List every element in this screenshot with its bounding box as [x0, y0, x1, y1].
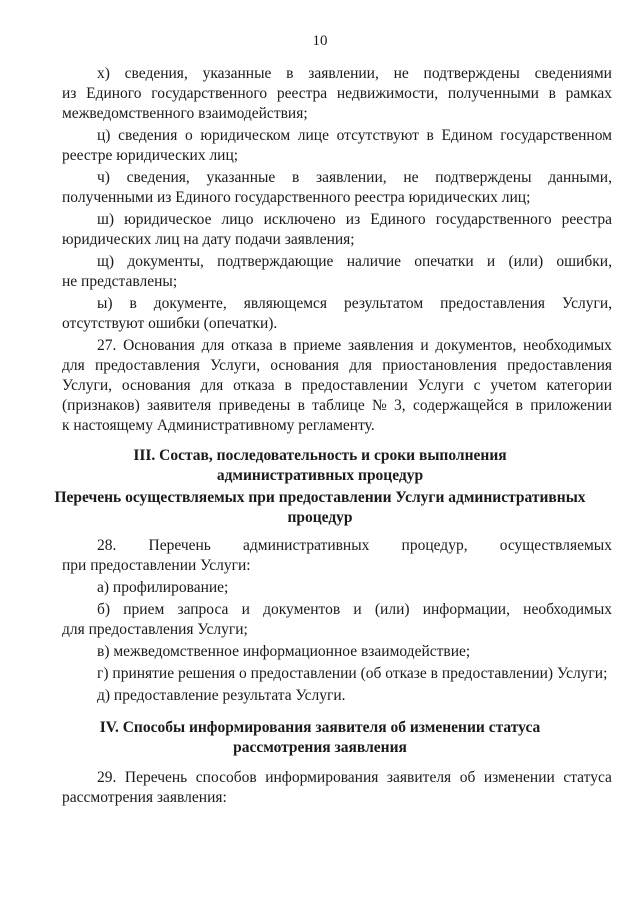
text-line: полученными из Единого государственного реестра юридических лиц;	[62, 189, 531, 206]
text-line: ш) юридическое лицо исключено из Единого государственного реестра	[97, 211, 612, 228]
text-line: х) сведения, указанные в заявлении, не подтверждены сведениями	[97, 65, 612, 82]
text-line: ы) в документе, являющемся результатом предоставления Услуги,	[97, 295, 612, 312]
subsection-heading: Перечень осуществляемых при предоставлении Услуги административных	[54, 489, 586, 506]
text-line: межведомственного взаимодействия;	[62, 105, 308, 122]
text-line: 27. Основания для отказа в приеме заявления и документов, необходимых	[97, 337, 612, 354]
text-line: 28. Перечень административных процедур, осуществляемых	[97, 537, 612, 554]
text-line: из Единого государственного реестра недвижимости, полученными в рамках	[62, 85, 612, 102]
text-line: г) принятие решения о предоставлении (об отказе в предоставлении) Услуги;	[97, 665, 608, 682]
text-line: для предоставления Услуги;	[62, 621, 248, 638]
text-line: 29. Перечень способов информирования заявителя об изменении статуса	[97, 769, 612, 786]
text-line: в) межведомственное информационное взаимодействие;	[97, 643, 471, 660]
section-heading: III. Состав, последовательность и сроки выполнения	[133, 447, 507, 464]
text-line: д) предоставление результата Услуги.	[97, 687, 346, 704]
section-heading: IV. Способы информирования заявителя об изменении статуса	[99, 719, 541, 736]
text-line: не представлены;	[62, 273, 178, 290]
subsection-heading: процедур	[287, 509, 353, 526]
text-line: Услуги, основания для отказа в предоставлении Услуги с учетом категории	[62, 377, 612, 394]
text-line: для предоставления Услуги, основания для приостановления предоставления	[62, 357, 612, 374]
text-line: при предоставлении Услуги:	[62, 557, 251, 574]
section-heading: административных процедур	[216, 467, 424, 484]
text-line: отсутствуют ошибки (опечатки).	[62, 315, 278, 332]
text-line: юридических лиц на дату подачи заявления;	[62, 231, 355, 248]
text-line: а) профилирование;	[97, 579, 229, 596]
section-heading: рассмотрения заявления	[233, 739, 407, 756]
text-line: ц) сведения о юридическом лице отсутствуют в Едином государственном	[97, 127, 612, 144]
page-number: 10	[312, 33, 328, 49]
text-line: б) прием запроса и документов и (или) информации, необходимых	[97, 601, 612, 618]
text-line: рассмотрения заявления:	[62, 789, 227, 806]
text-line: ч) сведения, указанные в заявлении, не подтверждены данными,	[97, 169, 612, 186]
text-line: реестре юридических лиц;	[62, 147, 239, 164]
text-line: к настоящему Административному регламенту.	[62, 417, 375, 434]
text-line: щ) документы, подтверждающие наличие опечатки и (или) ошибки,	[97, 253, 612, 270]
text-line: (признаков) заявителя приведены в таблице № 3, содержащейся в приложении	[62, 397, 612, 414]
